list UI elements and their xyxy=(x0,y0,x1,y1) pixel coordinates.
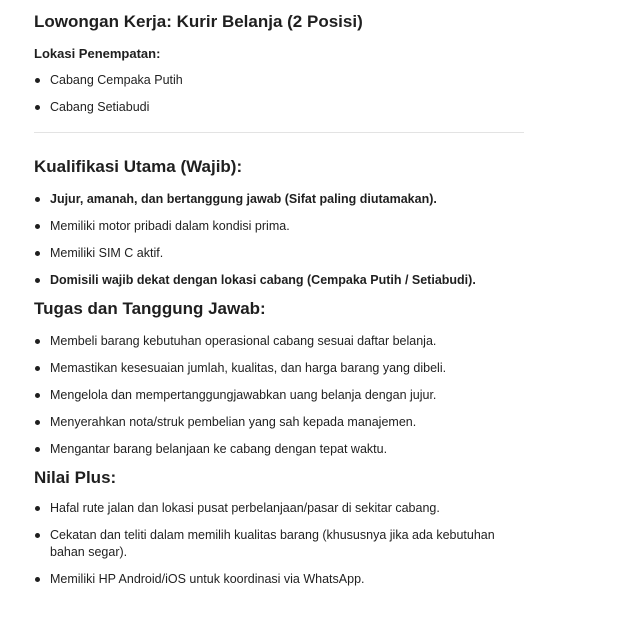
location-section xyxy=(34,46,625,116)
list-item: Memiliki motor pribadi dalam kondisi prima. xyxy=(34,218,530,235)
plus-heading: Nilai Plus: xyxy=(34,468,117,487)
page-title: Lowongan Kerja: Kurir Belanja (2 Posisi) xyxy=(34,12,363,31)
location-heading: Lokasi Penempatan: xyxy=(34,46,161,61)
list-item: Cabang Cempaka Putih xyxy=(34,72,530,89)
list-item: Menyerahkan nota/struk pembelian yang sah kepada manajemen. xyxy=(34,414,530,431)
list-item: Cabang Setiabudi xyxy=(34,99,530,116)
list-item: Memiliki SIM C aktif. xyxy=(34,245,530,262)
tasks-section xyxy=(34,299,625,458)
list-item: Mengelola dan mempertanggungjawabkan uang belanja dengan jujur. xyxy=(34,387,530,404)
qualifications-heading: Kualifikasi Utama (Wajib): xyxy=(34,157,243,176)
location-list xyxy=(34,72,625,116)
plus-section xyxy=(34,468,625,588)
list-item: Cekatan dan teliti dalam memilih kualitas barang (khususnya jika ada kebutuhan bahan segar). xyxy=(34,527,530,561)
list-item: Jujur, amanah, dan bertanggung jawab (Sifat paling diutamakan). xyxy=(34,191,530,208)
list-item: Hafal rute jalan dan lokasi pusat perbelanjaan/pasar di sekitar cabang. xyxy=(34,500,530,517)
tasks-list xyxy=(34,333,625,458)
list-item: Memiliki HP Android/iOS untuk koordinasi via WhatsApp. xyxy=(34,571,530,588)
qualifications-list xyxy=(34,191,625,289)
tasks-heading: Tugas dan Tanggung Jawab: xyxy=(34,299,266,318)
list-item: Membeli barang kebutuhan operasional cabang sesuai daftar belanja. xyxy=(34,333,530,350)
section-divider xyxy=(34,132,524,133)
list-item: Mengantar barang belanjaan ke cabang dengan tepat waktu. xyxy=(34,441,530,458)
list-item: Domisili wajib dekat dengan lokasi cabang (Cempaka Putih / Setiabudi). xyxy=(34,272,530,289)
plus-list xyxy=(34,500,625,588)
qualifications-section xyxy=(34,157,625,289)
list-item: Memastikan kesesuaian jumlah, kualitas, dan harga barang yang dibeli. xyxy=(34,360,530,377)
